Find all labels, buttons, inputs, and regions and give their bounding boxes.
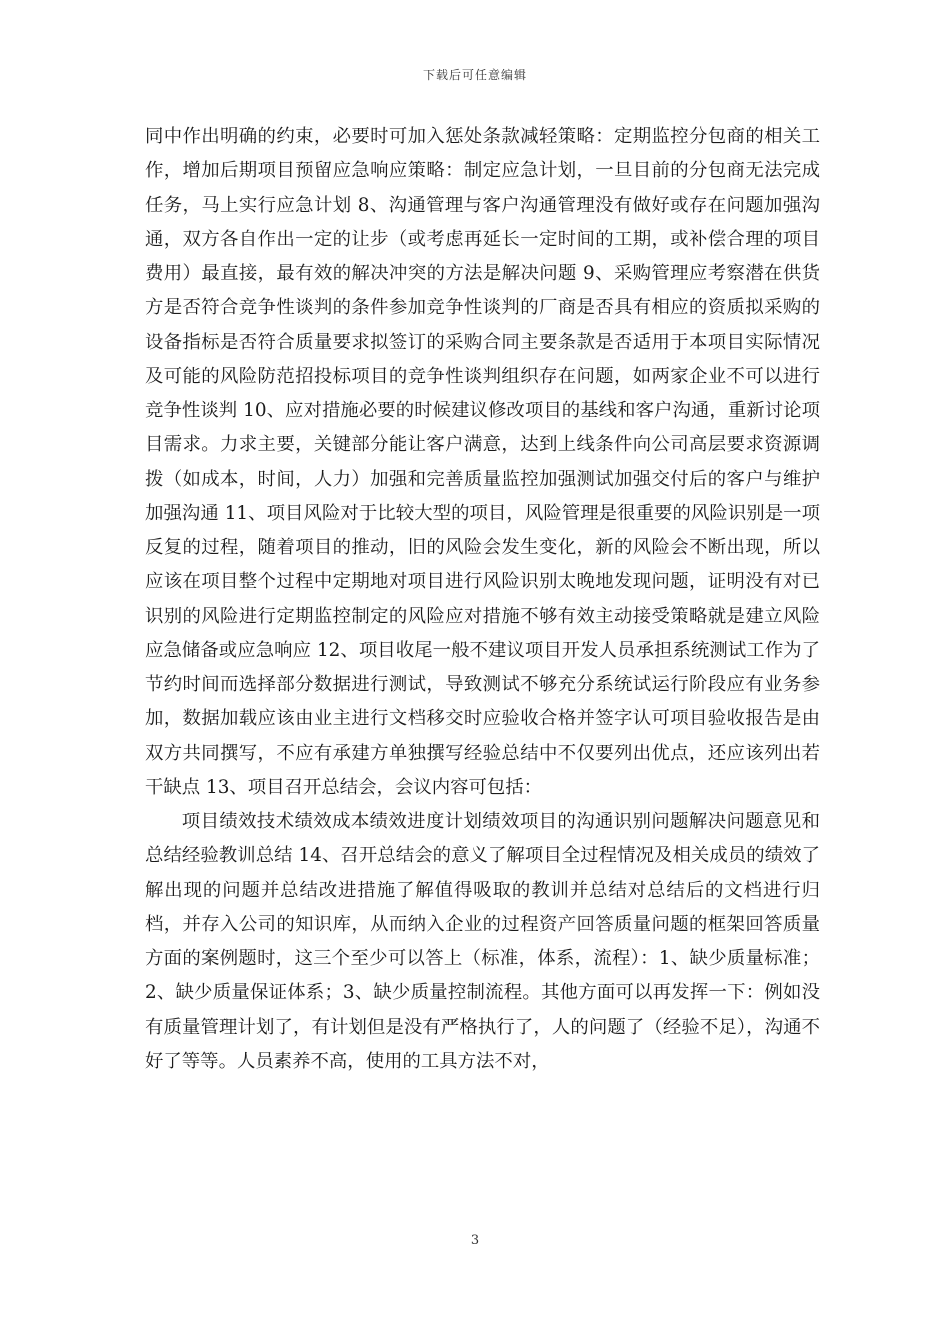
paragraph-continuation: 同中作出明确的约束，必要时可加入惩处条款减轻策略：定期监控分包商的相关工作，增加后期项目预留应急响应策略：制定应急计划，一旦目前的分包商无法完成任务，马上实行应急计划 8、沟通管理与客户沟通管理没有做好或存在问题加强沟通，双方各自作出一定的让步（或考虑再延长一定时间的工期，或补偿合理的项目费用）最直接，最有效的解决冲突的方法是解决问题 9、采购管理应考察潜在供货方是否符合竞争性谈判的条件参加竞争性谈判的厂商是否具有相应的资质拟采购的设备指标是否符合质量要求拟签订的采购合同主要条款是否适用于本项目实际情况及可能的风险防范招投标项目的竞争性谈判组织存在问题，如两家企业不可以进行竞争性谈判 10、应对措施必要的时候建议修改项目的基线和客户沟通，重新讨论项目需求。力求主要，关键部分能让客户满意，达到上线条件向公司高层要求资源调拨（如成本，时间，人力）加强和完善质量监控加强测试加强交付后的客户与维护加强沟通 11、项目风险对于比较大型的项目，风险管理是很重要的风险识别是一项反复的过程，随着项目的推动，旧的风险会发生变化，新的风险会不断出现，所以应该在项目整个过程中定期地对项目进行风险识别太晚地发现问题，证明没有对已识别的风险进行定期监控制定的风险应对措施不够有效主动接受策略就是建立风险应急储备或应急响应 12、项目收尾一般不建议项目开发人员承担系统测试工作为了节约时间而选择部分数据进行测试，导致测试不够充分系统试运行阶段应有业务参加，数据加载应该由业主进行文档移交时应验收合格并签字认可项目验收报告是由双方共同撰写，不应有承建方单独撰写经验总结中不仅要列出优点，还应该列出若干缺点 13、项目召开总结会，会议内容可包括： xyxy=(145,126,820,798)
document-body xyxy=(145,120,820,1079)
page-header: 下载后可任意编辑 xyxy=(422,68,527,82)
page-number: 3 xyxy=(470,1233,480,1248)
paragraph-project-summary: 项目绩效技术绩效成本绩效进度计划绩效项目的沟通识别问题解决问题意见和总结经验教训总结 14、召开总结会的意义了解项目全过程情况及相关成员的绩效了解出现的问题并总结改进措施了解值得吸取的教训并总结对总结后的文档进行归档，并存入公司的知识库，从而纳入企业的过程资产回答质量问题的框架回答质量方面的案例题时，这三个至少可以答上（标准，体系，流程）：1、缺少质量标准；2、缺少质量保证体系；3、缺少质量控制流程。其他方面可以再发挥一下：例如没有质量管理计划了，有计划但是没有严格执行了，人的问题了（经验不足），沟通不好了等等。人员素养不高，使用的工具方法不对， xyxy=(145,811,820,1072)
